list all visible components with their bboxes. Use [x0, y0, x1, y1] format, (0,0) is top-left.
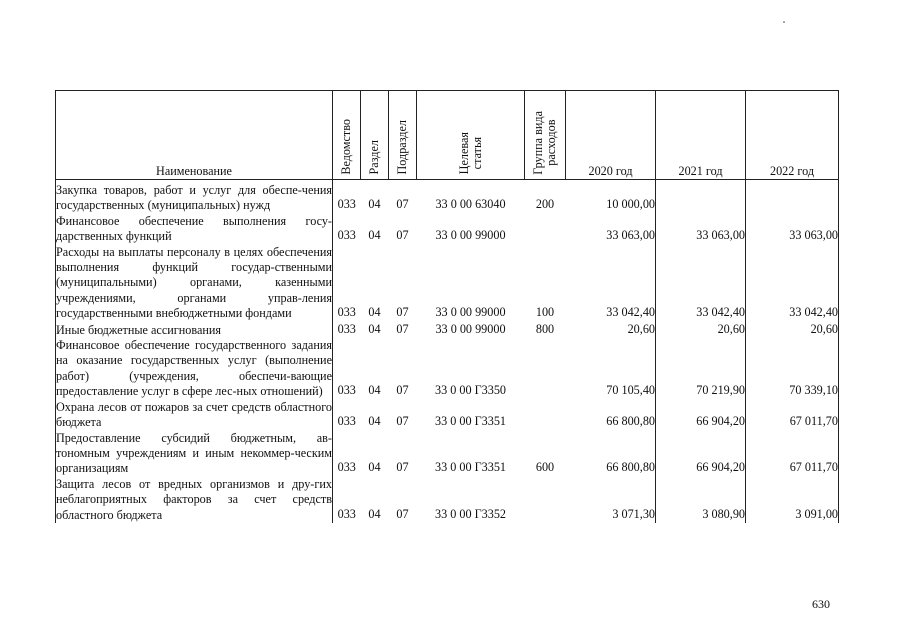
row-name: Защита лесов от вредных организмов и дру-гих неблагоприятных факторов за счет средств областного бюджета	[56, 476, 332, 522]
row-2021: 66 904,20	[656, 400, 746, 431]
row-2022: 67 011,70	[746, 431, 839, 477]
table-row	[56, 431, 839, 477]
row-2022: 33 063,00	[746, 214, 839, 245]
row-dept: 033	[337, 506, 356, 521]
row-2020: 3 071,30	[566, 477, 656, 523]
row-subsection: 07	[396, 197, 409, 212]
row-2020: 70 105,40	[566, 338, 656, 400]
row-2022	[746, 180, 839, 214]
row-name: Иные бюджетные ассигнования	[56, 322, 333, 338]
row-subsection: 07	[396, 321, 409, 336]
row-target: 33 0 00 63040	[435, 197, 506, 212]
row-2020: 66 800,80	[566, 431, 656, 477]
header-target: Целевая статья	[417, 91, 525, 180]
row-subsection: 07	[396, 228, 409, 243]
row-2021: 33 042,40	[656, 245, 746, 322]
row-group	[525, 338, 566, 400]
row-2022: 67 011,70	[746, 400, 839, 431]
row-target: 33 0 00 99000	[435, 321, 506, 336]
row-dept: 033	[337, 383, 356, 398]
row-section: 04	[368, 383, 381, 398]
row-2021: 66 904,20	[656, 431, 746, 477]
row-2021: 33 063,00	[656, 214, 746, 245]
row-target: 33 0 00 Г3350	[434, 383, 507, 398]
table-row	[56, 214, 839, 245]
row-name: Предоставление субсидий бюджетным, ав-тономным учреждениям и иным некоммер-ческим организациям	[56, 430, 332, 476]
row-name: Закупка товаров, работ и услуг для обеспе-чения государственных (муниципальных) нужд	[56, 180, 333, 214]
table-row	[56, 180, 839, 214]
row-group	[525, 400, 566, 431]
row-2021: 70 219,90	[656, 338, 746, 400]
row-2022: 20,60	[746, 322, 839, 338]
row-2020: 33 063,00	[566, 214, 656, 245]
row-subsection: 07	[396, 305, 409, 320]
row-group: 100	[535, 305, 555, 320]
row-dept: 033	[337, 197, 356, 212]
header-podrazdel: Подраздел	[389, 91, 417, 180]
row-section: 04	[368, 305, 381, 320]
row-subsection: 07	[396, 383, 409, 398]
row-name: Финансовое обеспечение государственного задания на оказание государственных услуг (выполнение работ) (учреждения, обеспечи-вающие предоставление услуг в сфере лес-ных отношений)	[56, 338, 332, 399]
row-subsection: 07	[396, 460, 409, 475]
row-subsection: 07	[396, 506, 409, 521]
table-row	[56, 245, 839, 322]
row-target: 33 0 00 99000	[435, 228, 506, 243]
table-row	[56, 338, 839, 400]
row-group	[525, 214, 566, 245]
row-dept: 033	[337, 460, 356, 475]
row-target: 33 0 00 Г3351	[434, 460, 507, 475]
row-group	[525, 477, 566, 523]
row-group: 600	[535, 460, 555, 475]
row-2020: 33 042,40	[566, 245, 656, 322]
row-name: Охрана лесов от пожаров за счет средств областного бюджета	[56, 399, 332, 430]
header-razdel: Раздел	[361, 91, 389, 180]
scan-speck	[783, 21, 785, 23]
header-name: Наименование	[56, 91, 333, 180]
row-target: 33 0 00 Г3351	[434, 414, 507, 429]
header-2021: 2021 год	[656, 91, 746, 180]
row-section: 04	[368, 460, 381, 475]
table-header-row	[56, 91, 839, 180]
row-2021: 3 080,90	[656, 477, 746, 523]
row-name: Расходы на выплаты персоналу в целях обеспечения выполнения функций государ-ственными (муниципальными) органами, казенными учреждениями, органами управ-ления государственными внебюджетными фондами	[56, 244, 332, 321]
header-group: Группа вида расходов	[525, 91, 566, 180]
row-2021: 20,60	[656, 322, 746, 338]
row-section: 04	[368, 321, 381, 336]
row-section: 04	[368, 506, 381, 521]
header-2020: 2020 год	[566, 91, 656, 180]
row-2022: 33 042,40	[746, 245, 839, 322]
row-dept: 033	[337, 321, 356, 336]
row-2021	[656, 180, 746, 214]
row-dept: 033	[337, 305, 356, 320]
row-target: 33 0 00 Г3352	[434, 506, 507, 521]
budget-table	[55, 90, 839, 523]
row-subsection: 07	[396, 414, 409, 429]
row-section: 04	[368, 197, 381, 212]
row-2022: 70 339,10	[746, 338, 839, 400]
row-2020: 10 000,00	[566, 180, 656, 214]
table-row	[56, 322, 839, 338]
row-name: Финансовое обеспечение выполнения госу-дарственных функций	[56, 213, 332, 244]
header-2022: 2022 год	[746, 91, 839, 180]
row-group: 800	[535, 321, 555, 336]
row-section: 04	[368, 414, 381, 429]
table-row	[56, 400, 839, 431]
row-group: 200	[535, 197, 555, 212]
page-number: 630	[812, 597, 830, 611]
row-dept: 033	[337, 414, 356, 429]
row-dept: 033	[337, 228, 356, 243]
row-2020: 66 800,80	[566, 400, 656, 431]
row-section: 04	[368, 228, 381, 243]
row-2022: 3 091,00	[746, 477, 839, 523]
row-target: 33 0 00 99000	[435, 305, 506, 320]
row-2020: 20,60	[566, 322, 656, 338]
table-row	[56, 477, 839, 523]
header-vedomstvo: Ведомство	[333, 91, 361, 180]
